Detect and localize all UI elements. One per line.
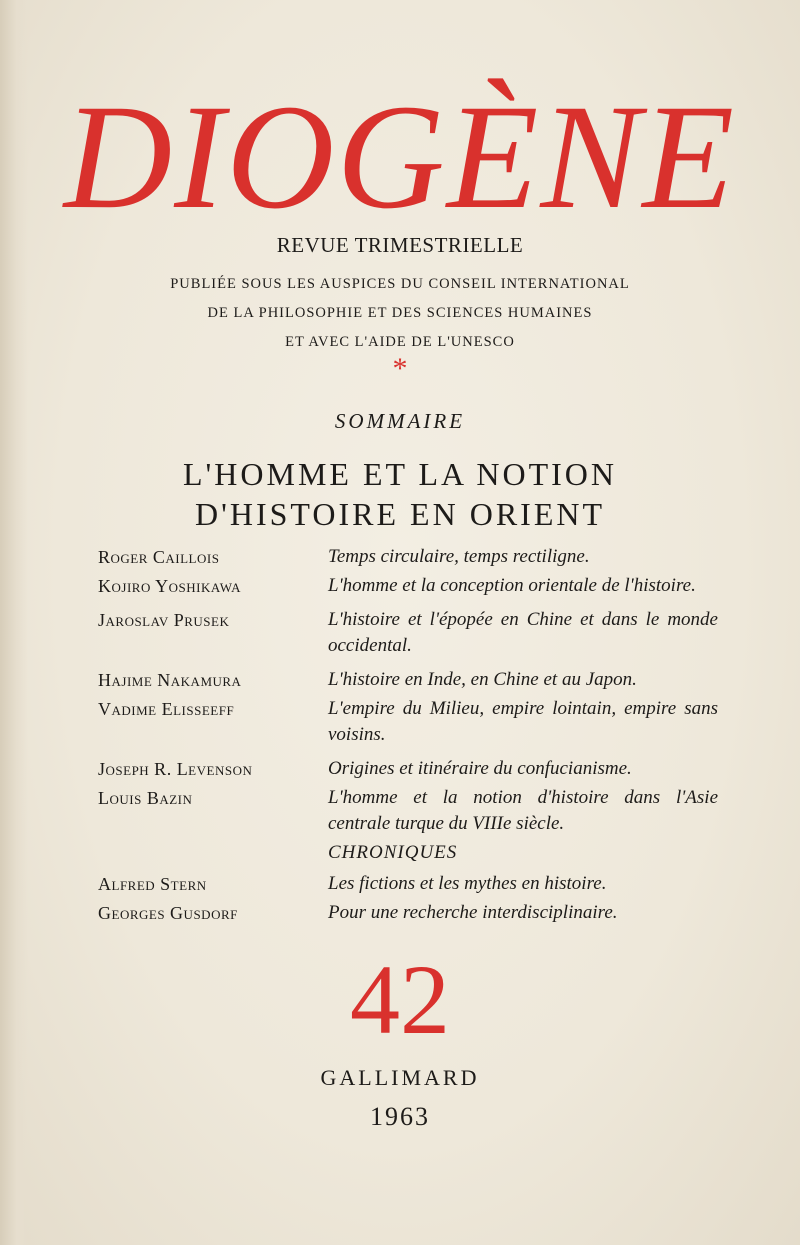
publication-line: DE LA PHILOSOPHIE ET DES SCIENCES HUMAINES <box>207 305 593 321</box>
article-title: L'homme et la notion d'histoire dans l'Asie centrale turque du VIIIe siècle. <box>328 787 718 834</box>
issue-theme-line: D'HISTOIRE EN ORIENT <box>194 496 606 532</box>
article-title: L'histoire et l'épopée en Chine et dans le monde occidental. <box>328 609 718 656</box>
toc-entry <box>98 544 718 570</box>
publication-line: ET AVEC L'AIDE DE L'UNESCO <box>285 334 515 350</box>
article-title: L'empire du Milieu, empire lointain, empire sans voisins. <box>328 698 718 745</box>
issue-theme-line: L'HOMME ET LA NOTION <box>182 456 618 492</box>
publication-year: 1963 <box>370 1102 430 1131</box>
contents-heading: SOMMAIRE <box>334 409 466 433</box>
article-title: L'homme et la conception orientale de l'histoire. <box>328 575 696 596</box>
chronicles-heading: CHRONIQUES <box>328 842 458 863</box>
toc-entry <box>98 667 718 693</box>
article-author: Kojiro Yoshikawa <box>98 576 241 596</box>
toc-entry <box>98 573 718 599</box>
article-author: Louis Bazin <box>98 788 193 808</box>
article-author: Roger Caillois <box>98 547 220 567</box>
chronicle-author: Georges Gusdorf <box>98 903 238 923</box>
article-title: Temps circulaire, temps rectiligne. <box>328 546 590 567</box>
chronicle-entry <box>98 900 718 926</box>
magazine-title: DIOGÈNE <box>63 74 737 240</box>
issue-number: 42 <box>350 944 450 1055</box>
article-author: Jaroslav Prusek <box>98 610 230 630</box>
star-ornament: * <box>392 352 408 385</box>
toc-entry <box>98 785 718 837</box>
chronicle-entry <box>98 871 718 897</box>
publisher-name: GALLIMARD <box>320 1065 480 1090</box>
article-title: Origines et itinéraire du confucianisme. <box>328 758 632 779</box>
toc-entry <box>98 696 718 748</box>
table-of-contents <box>98 544 718 926</box>
chronicle-title: Les fictions et les mythes en histoire. <box>328 873 607 894</box>
toc-entry <box>98 756 718 782</box>
article-author: Hajime Nakamura <box>98 670 242 690</box>
chronicle-author: Alfred Stern <box>98 874 207 894</box>
article-author: Vadime Elisseeff <box>98 699 235 719</box>
chronicle-title: Pour une recherche interdisciplinaire. <box>328 902 618 923</box>
toc-entry <box>98 607 718 659</box>
magazine-subtitle: REVUE TRIMESTRIELLE <box>276 233 524 257</box>
publication-line: PUBLIÉE SOUS LES AUSPICES DU CONSEIL INTERNATIONAL <box>170 276 630 292</box>
article-author: Joseph R. Levenson <box>98 759 253 779</box>
article-title: L'histoire en Inde, en Chine et au Japon. <box>328 669 637 690</box>
